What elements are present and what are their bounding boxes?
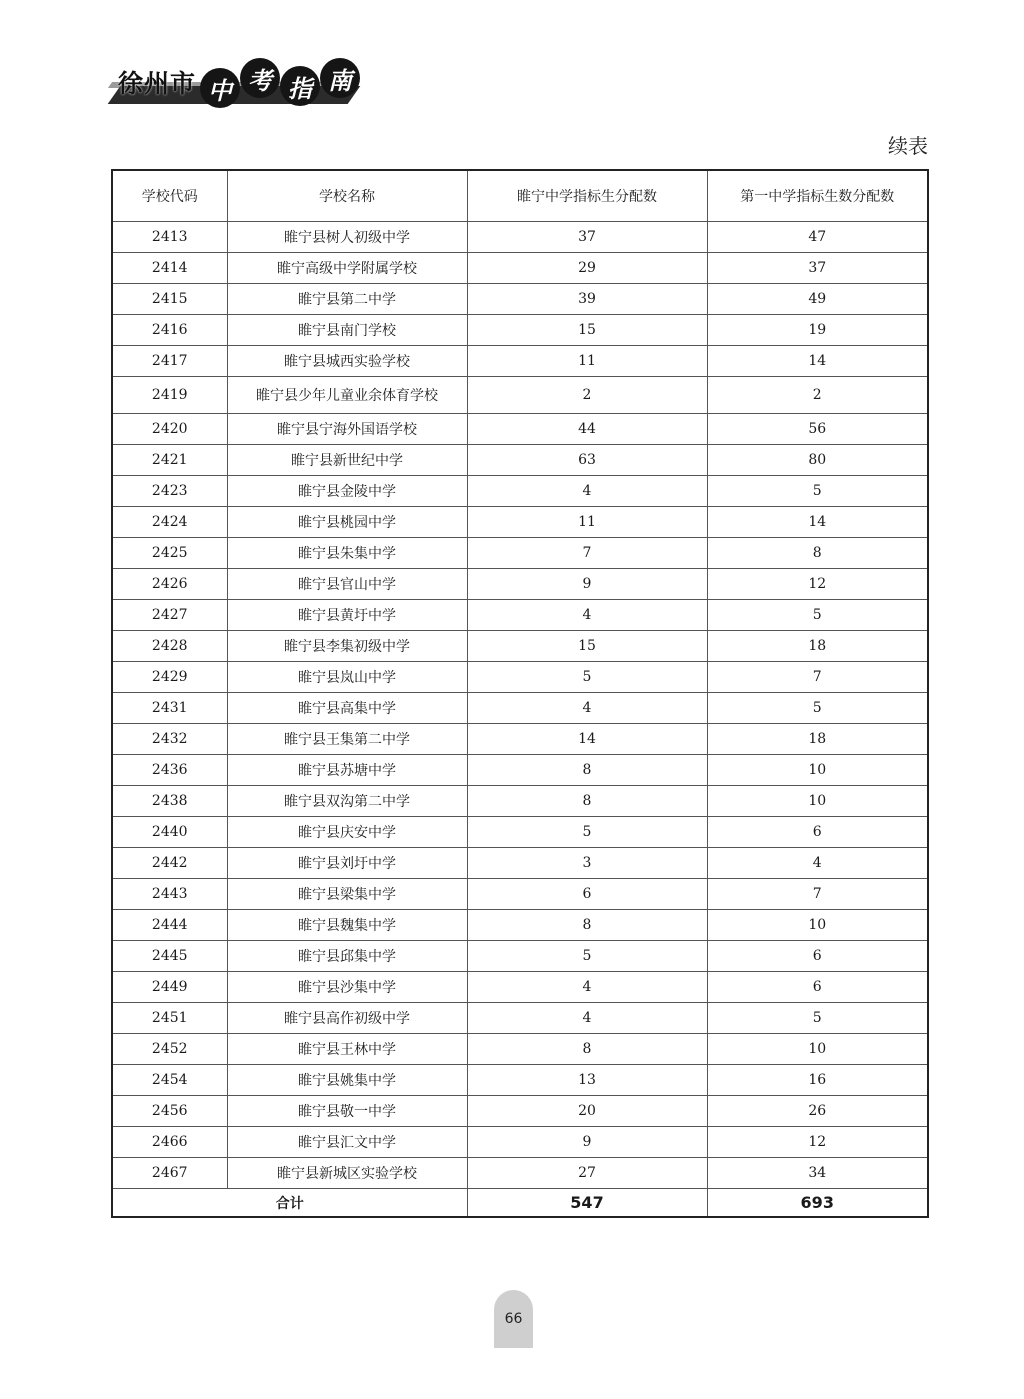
suining-count-cell: 9 <box>467 1127 707 1158</box>
school-code-cell: 2415 <box>112 284 227 315</box>
diyi-count-cell: 14 <box>707 346 928 377</box>
school-code-cell: 2419 <box>112 377 227 414</box>
table-row <box>112 284 928 315</box>
school-name-cell: 睢宁县王林中学 <box>227 1034 467 1065</box>
suining-count-cell: 11 <box>467 507 707 538</box>
school-code-cell: 2423 <box>112 476 227 507</box>
table-total-row <box>112 1189 928 1218</box>
school-code-cell: 2451 <box>112 1003 227 1034</box>
guide-logo <box>108 56 358 112</box>
school-code-cell: 2449 <box>112 972 227 1003</box>
school-name-cell: 睢宁县王集第二中学 <box>227 724 467 755</box>
logo-title <box>200 58 360 108</box>
table-row <box>112 1003 928 1034</box>
suining-count-cell: 8 <box>467 786 707 817</box>
school-code-cell: 2420 <box>112 414 227 445</box>
school-code-cell: 2466 <box>112 1127 227 1158</box>
suining-count-cell: 5 <box>467 662 707 693</box>
table-row <box>112 346 928 377</box>
table-row <box>112 253 928 284</box>
table-row <box>112 569 928 600</box>
school-name-cell: 睢宁县桃园中学 <box>227 507 467 538</box>
school-code-cell: 2454 <box>112 1065 227 1096</box>
diyi-count-cell: 26 <box>707 1096 928 1127</box>
diyi-count-cell: 4 <box>707 848 928 879</box>
table-row <box>112 1065 928 1096</box>
diyi-count-cell: 10 <box>707 910 928 941</box>
school-code-cell: 2416 <box>112 315 227 346</box>
logo-char: 中 <box>200 68 240 108</box>
school-name-cell: 睢宁县高集中学 <box>227 693 467 724</box>
school-code-cell: 2429 <box>112 662 227 693</box>
table-row <box>112 377 928 414</box>
diyi-count-cell: 56 <box>707 414 928 445</box>
table-row <box>112 1096 928 1127</box>
school-name-cell: 睢宁县宁海外国语学校 <box>227 414 467 445</box>
school-name-cell: 睢宁县南门学校 <box>227 315 467 346</box>
school-code-cell: 2452 <box>112 1034 227 1065</box>
diyi-count-cell: 2 <box>707 377 928 414</box>
suining-count-cell: 5 <box>467 817 707 848</box>
table-row <box>112 445 928 476</box>
table-row <box>112 507 928 538</box>
total-diyi: 693 <box>707 1189 928 1218</box>
suining-count-cell: 3 <box>467 848 707 879</box>
table-row <box>112 538 928 569</box>
school-name-cell: 睢宁县朱集中学 <box>227 538 467 569</box>
table-row <box>112 941 928 972</box>
school-code-cell: 2467 <box>112 1158 227 1189</box>
diyi-count-cell: 12 <box>707 1127 928 1158</box>
suining-count-cell: 14 <box>467 724 707 755</box>
table-row <box>112 476 928 507</box>
school-name-cell: 睢宁县梁集中学 <box>227 879 467 910</box>
diyi-count-cell: 7 <box>707 662 928 693</box>
school-name-cell: 睢宁县姚集中学 <box>227 1065 467 1096</box>
school-code-cell: 2438 <box>112 786 227 817</box>
school-code-cell: 2432 <box>112 724 227 755</box>
table-row <box>112 910 928 941</box>
table-row <box>112 848 928 879</box>
diyi-count-cell: 5 <box>707 476 928 507</box>
table-row <box>112 315 928 346</box>
suining-count-cell: 13 <box>467 1065 707 1096</box>
logo-city-name: 徐州市 <box>118 69 197 98</box>
suining-count-cell: 9 <box>467 569 707 600</box>
diyi-count-cell: 19 <box>707 315 928 346</box>
suining-count-cell: 11 <box>467 346 707 377</box>
total-label: 合计 <box>112 1189 467 1218</box>
table-row <box>112 786 928 817</box>
school-name-cell: 睢宁县邱集中学 <box>227 941 467 972</box>
school-name-cell: 睢宁县敬一中学 <box>227 1096 467 1127</box>
table-row <box>112 1158 928 1189</box>
school-name-cell: 睢宁县双沟第二中学 <box>227 786 467 817</box>
table-row <box>112 222 928 253</box>
school-code-cell: 2427 <box>112 600 227 631</box>
school-name-cell: 睢宁县苏塘中学 <box>227 755 467 786</box>
suining-count-cell: 4 <box>467 972 707 1003</box>
school-name-cell: 睢宁县沙集中学 <box>227 972 467 1003</box>
table-row <box>112 693 928 724</box>
table-row <box>112 631 928 662</box>
diyi-count-cell: 5 <box>707 1003 928 1034</box>
school-name-cell: 睢宁县树人初级中学 <box>227 222 467 253</box>
suining-count-cell: 4 <box>467 693 707 724</box>
school-name-cell: 睢宁县魏集中学 <box>227 910 467 941</box>
school-name-cell: 睢宁县汇文中学 <box>227 1127 467 1158</box>
diyi-count-cell: 5 <box>707 693 928 724</box>
school-code-cell: 2417 <box>112 346 227 377</box>
diyi-count-cell: 18 <box>707 724 928 755</box>
school-name-cell: 睢宁县新世纪中学 <box>227 445 467 476</box>
table-body <box>112 222 928 1218</box>
school-code-cell: 2431 <box>112 693 227 724</box>
table-row <box>112 972 928 1003</box>
diyi-count-cell: 47 <box>707 222 928 253</box>
school-code-cell: 2414 <box>112 253 227 284</box>
school-code-cell: 2424 <box>112 507 227 538</box>
table-row <box>112 755 928 786</box>
diyi-count-cell: 18 <box>707 631 928 662</box>
school-code-cell: 2421 <box>112 445 227 476</box>
diyi-count-cell: 6 <box>707 972 928 1003</box>
diyi-count-cell: 80 <box>707 445 928 476</box>
suining-count-cell: 8 <box>467 1034 707 1065</box>
school-code-cell: 2425 <box>112 538 227 569</box>
diyi-count-cell: 37 <box>707 253 928 284</box>
column-header-suining: 睢宁中学指标生分配数 <box>467 170 707 222</box>
logo-char: 指 <box>280 66 320 106</box>
diyi-count-cell: 16 <box>707 1065 928 1096</box>
suining-count-cell: 4 <box>467 476 707 507</box>
suining-count-cell: 4 <box>467 1003 707 1034</box>
school-name-cell: 睢宁县李集初级中学 <box>227 631 467 662</box>
suining-count-cell: 15 <box>467 631 707 662</box>
school-code-cell: 2443 <box>112 879 227 910</box>
table-header-row <box>112 170 928 222</box>
school-name-cell: 睢宁高级中学附属学校 <box>227 253 467 284</box>
school-name-cell: 睢宁县庆安中学 <box>227 817 467 848</box>
school-name-cell: 睢宁县官山中学 <box>227 569 467 600</box>
suining-count-cell: 5 <box>467 941 707 972</box>
school-name-cell: 睢宁县城西实验学校 <box>227 346 467 377</box>
suining-count-cell: 7 <box>467 538 707 569</box>
logo-char: 南 <box>320 58 360 98</box>
suining-count-cell: 63 <box>467 445 707 476</box>
school-code-cell: 2426 <box>112 569 227 600</box>
column-header-code: 学校代码 <box>112 170 227 222</box>
logo-char: 考 <box>240 58 280 98</box>
diyi-count-cell: 12 <box>707 569 928 600</box>
diyi-count-cell: 10 <box>707 755 928 786</box>
total-suining: 547 <box>467 1189 707 1218</box>
suining-count-cell: 6 <box>467 879 707 910</box>
school-code-cell: 2440 <box>112 817 227 848</box>
school-name-cell: 睢宁县黄圩中学 <box>227 600 467 631</box>
school-code-cell: 2436 <box>112 755 227 786</box>
suining-count-cell: 39 <box>467 284 707 315</box>
suining-count-cell: 27 <box>467 1158 707 1189</box>
table-row <box>112 662 928 693</box>
diyi-count-cell: 6 <box>707 941 928 972</box>
table-row <box>112 879 928 910</box>
table-row <box>112 414 928 445</box>
school-name-cell: 睢宁县金陵中学 <box>227 476 467 507</box>
diyi-count-cell: 10 <box>707 786 928 817</box>
diyi-count-cell: 34 <box>707 1158 928 1189</box>
diyi-count-cell: 10 <box>707 1034 928 1065</box>
diyi-count-cell: 6 <box>707 817 928 848</box>
allocation-table <box>111 169 929 1218</box>
diyi-count-cell: 49 <box>707 284 928 315</box>
suining-count-cell: 2 <box>467 377 707 414</box>
school-name-cell: 睢宁县刘圩中学 <box>227 848 467 879</box>
suining-count-cell: 4 <box>467 600 707 631</box>
school-code-cell: 2445 <box>112 941 227 972</box>
school-code-cell: 2456 <box>112 1096 227 1127</box>
suining-count-cell: 37 <box>467 222 707 253</box>
school-name-cell: 睢宁县高作初级中学 <box>227 1003 467 1034</box>
table-row <box>112 817 928 848</box>
table-row <box>112 724 928 755</box>
diyi-count-cell: 14 <box>707 507 928 538</box>
diyi-count-cell: 8 <box>707 538 928 569</box>
page-number: 66 <box>494 1290 533 1348</box>
school-name-cell: 睢宁县新城区实验学校 <box>227 1158 467 1189</box>
suining-count-cell: 20 <box>467 1096 707 1127</box>
table-row <box>112 1127 928 1158</box>
school-name-cell: 睢宁县少年儿童业余体育学校 <box>227 377 467 414</box>
diyi-count-cell: 5 <box>707 600 928 631</box>
school-code-cell: 2428 <box>112 631 227 662</box>
school-code-cell: 2442 <box>112 848 227 879</box>
suining-count-cell: 15 <box>467 315 707 346</box>
school-code-cell: 2413 <box>112 222 227 253</box>
suining-count-cell: 29 <box>467 253 707 284</box>
school-name-cell: 睢宁县岚山中学 <box>227 662 467 693</box>
school-name-cell: 睢宁县第二中学 <box>227 284 467 315</box>
diyi-count-cell: 7 <box>707 879 928 910</box>
table-row <box>112 1034 928 1065</box>
column-header-diyi: 第一中学指标生数分配数 <box>707 170 928 222</box>
table-row <box>112 600 928 631</box>
suining-count-cell: 44 <box>467 414 707 445</box>
continuation-label: 续表 <box>888 134 928 158</box>
school-code-cell: 2444 <box>112 910 227 941</box>
column-header-name: 学校名称 <box>227 170 467 222</box>
suining-count-cell: 8 <box>467 755 707 786</box>
suining-count-cell: 8 <box>467 910 707 941</box>
